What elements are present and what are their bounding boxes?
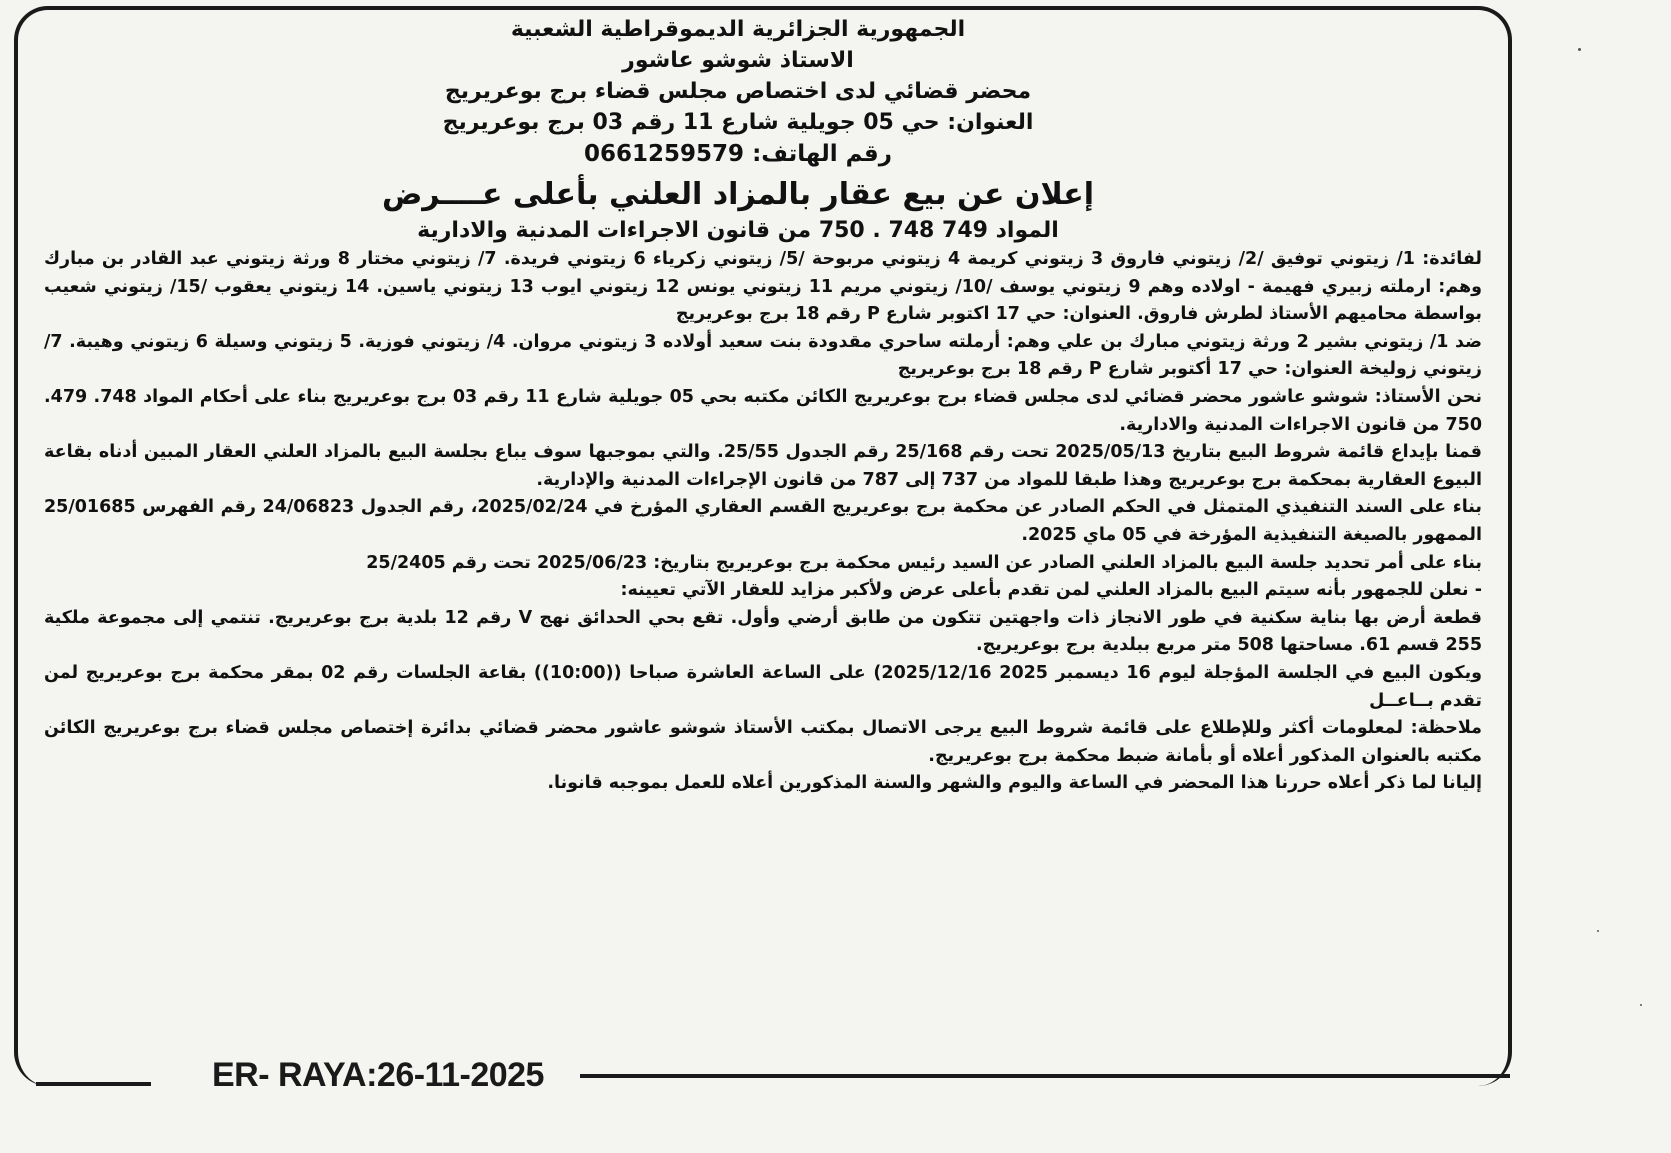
session-order-paragraph: بناء على أمر تحديد جلسة البيع بالمزاد العلني الصادر عن السيد رئيس محكمة برج بوعريريج بتاريخ: 2025/06/23 تحت رقم 25/2405	[366, 552, 1482, 573]
announcement-body	[44, 14, 1482, 798]
border-rule-right	[580, 1074, 1510, 1078]
bailiff-phone: رقم الهاتف: 0661259579	[584, 141, 892, 167]
republic-heading: الجمهورية الجزائرية الديموقراطية الشعبية	[510, 17, 966, 42]
beneficiaries-paragraph: لفائدة: 1/ زيتوني توفيق /2/ زيتوني فاروق 3 زيتوني كريمة 4 زيتوني مربوحة /5/ زيتوني زكرياء 6 زيتوني فريدة. 7/ زيتوني مختار 8 ورثة زيتوني عبد القادر بن مبارك وهم: ارملته زبيري فهيمة - اولاده وهم 9 زيتوني يوسف /10/ زيتوني مريم 11 زيتوني يونس 12 زيتوني ايوب 13 زيتوني ياسين. 14 زيتوني يعقوب /15/ زيتوني شعيب بواسطة محاميهم الأستاذ لطرش فاروق. العنوان: حي 17 اكتوبر شارع P رقم 18 برج بوعريريج	[44, 249, 1482, 325]
note-paragraph: ملاحظة: لمعلومات أكثر وللإطلاع على قائمة شروط البيع يرجى الاتصال بمكتب الأستاذ شوشو عاشور محضر قضائي بدائرة إختصاص مجلس قضاء برج بوعريريج الكائن مكتبه بالعنوان المذكور أعلاه أو بأمانة ضبط محكمة برج بوعريريج.	[44, 718, 1482, 766]
border-rule-left	[36, 1082, 151, 1086]
print-speck	[1640, 1004, 1642, 1006]
publication-stamp: ER- RAYA:26-11-2025	[212, 1056, 544, 1094]
bailiff-name: الاستاذ شوشو عاشور	[622, 48, 854, 73]
print-speck	[1578, 48, 1581, 51]
conditions-deposit-paragraph: قمنا بإيداع قائمة شروط البيع بتاريخ 2025/05/13 تحت رقم 25/168 رقم الجدول 25/55. والتي بموجبها سوف يباع بجلسة البيع بالمزاد العلني العقار المبين أدناه بقاعة البيوع العقارية بمحكمة برج بوعريريج وهذا طبقا للمواد من 737 إلى 787 من قانون الإجراءات المدنية والإدارية.	[44, 442, 1482, 490]
property-description-paragraph: قطعة أرض بها بناية سكنية في طور الانجاز ذات واجهتين تتكون من طابق أرضي وأول. تقع بحي الحدائق نهج V رقم 12 بلدية برج بوعريريج. تنتمي إلى مجموعة ملكية 255 قسم 61. مساحتها 508 متر مربع ببلدية برج بوعريريج.	[44, 607, 1482, 656]
announcement-title: إعلان عن بيع عقار بالمزاد العلني بأعلى عــــرض	[381, 177, 1095, 212]
bailiff-statement-paragraph: نحن الأستاذ: شوشو عاشور محضر قضائي لدى مجلس قضاء برج بوعريريج الكائن مكتبه بحي 05 جويلية شارع 11 رقم 03 برج بوعريريج بناء على أحكام المواد 748. 479. 750 من قانون الاجراءات المدنية والادارية.	[44, 386, 1482, 435]
legal-articles: المواد 749 748 . 750 من قانون الاجراءات المدنية والادارية	[417, 218, 1059, 243]
closing-paragraph: إليانا لما ذكر أعلاه حررنا هذا المحضر في الساعة واليوم والشهر والسنة المذكورين أعلاه للعمل بموجبه قانونا.	[547, 773, 1482, 794]
defendants-paragraph: ضد 1/ زيتوني بشير 2 ورثة زيتوني مبارك بن علي وهم: أرملته ساحري مقدودة بنت سعيد أولاده 3 زيتوني مروان. 4/ زيتوني فوزية. 5 زيتوني وسيلة 6 زيتوني وهيبة. 7/ زيتوني زوليخة العنوان: حي 17 أكتوبر شارع P رقم 18 برج بوعريريج	[44, 331, 1483, 380]
bailiff-address: العنوان: حي 05 جويلية شارع 11 رقم 03 برج بوعريريج	[442, 110, 1034, 135]
sale-date-paragraph: ويكون البيع في الجلسة المؤجلة ليوم 16 ديسمبر 2025 2025/12/16) على الساعة العاشرة صباحا ((10:00)) بقاعة الجلسات رقم 02 بمقر محكمة برج بوعريريج لمن تقدم بــاعــل	[44, 662, 1483, 711]
bailiff-title: محضر قضائي لدى اختصاص مجلس قضاء برج بوعريريج	[444, 79, 1032, 104]
public-notice-paragraph: - نعلن للجمهور بأنه سيتم البيع بالمزاد العلني لمن تقدم بأعلى عرض ولأكبر مزايد للعقار الآتي تعيينه:	[620, 580, 1482, 601]
enforcement-title-paragraph: بناء على السند التنفيذي المتمثل في الحكم الصادر عن محكمة برج بوعريريج القسم العقاري المؤرخ في 2025/02/24، رقم الجدول 24/06823 رقم الفهرس 25/01685 الممهور بالصيغة التنفيذية المؤرخة في 05 ماي 2025.	[44, 497, 1482, 545]
print-speck	[1597, 930, 1599, 932]
